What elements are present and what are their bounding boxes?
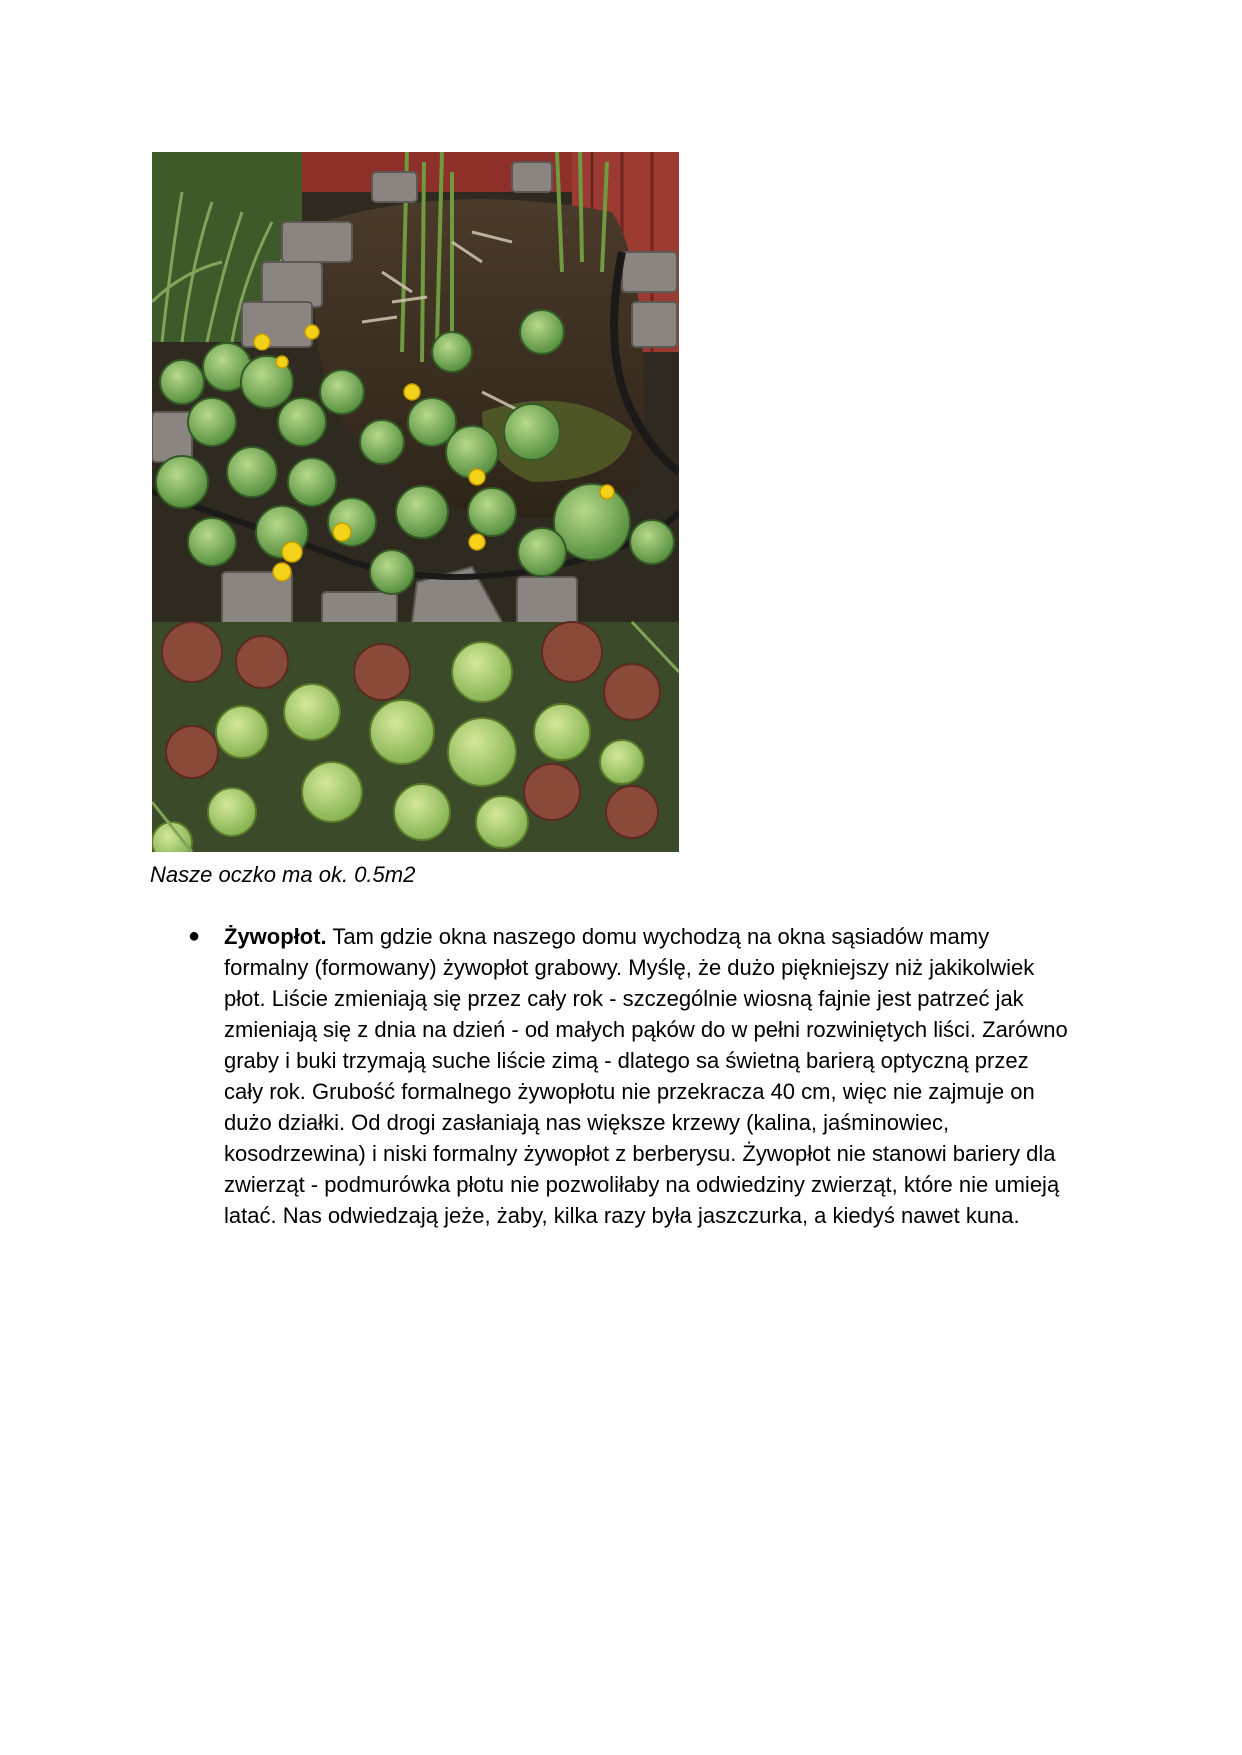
list-item-text: dużo działki. Od drogi zasłaniają nas większe krzewy (kalina, jaśminowiec,	[224, 1110, 950, 1135]
list-item-text: latać. Nas odwiedzają jeże, żaby, kilka razy była jaszczurka, a kiedyś nawet kuna.	[224, 1203, 1020, 1228]
bullet-icon: ●	[188, 925, 201, 947]
list-item-text: Tam gdzie okna naszego domu wychodzą na okna sąsiadów mamy	[326, 924, 990, 949]
list-item-text: płot. Liście zmieniają się przez cały rok - szczególnie wiosną fajnie jest patrzeć jak	[224, 986, 1024, 1011]
list-item-text: graby i buki trzymają suche liście zimą - dlatego sa świetną barierą optyczną przez	[224, 1048, 1029, 1073]
pond-illustration	[152, 152, 679, 852]
list-item-text: kosodrzewina) i niski formalny żywopłot z berberysu. Żywopłot nie stanowi bariery dla	[224, 1141, 1056, 1166]
list-item-text: formalny (formowany) żywopłot grabowy. Myślę, że dużo piękniejszy niż jakikolwiek	[224, 955, 1035, 980]
list-item-text: zwierząt - podmurówka płotu nie pozwoliłaby na odwiedziny zwierząt, które nie umieją	[224, 1172, 1060, 1197]
photo-caption: Nasze oczko ma ok. 0.5m2	[150, 862, 416, 887]
list-item-text: zmieniają się z dnia na dzień - od małych pąków do w pełni rozwiniętych liści. Zarówno	[224, 1017, 1068, 1042]
list-item-first-line	[224, 921, 1102, 952]
list-item-text: cały rok. Grubość formalnego żywopłotu nie przekracza 40 cm, więc nie zajmuje on	[224, 1079, 1035, 1104]
list-item	[182, 921, 1102, 1231]
bullet-list	[182, 921, 1102, 1231]
garden-pond-photo	[152, 152, 679, 852]
list-item-title: Żywopłot.	[224, 924, 327, 949]
